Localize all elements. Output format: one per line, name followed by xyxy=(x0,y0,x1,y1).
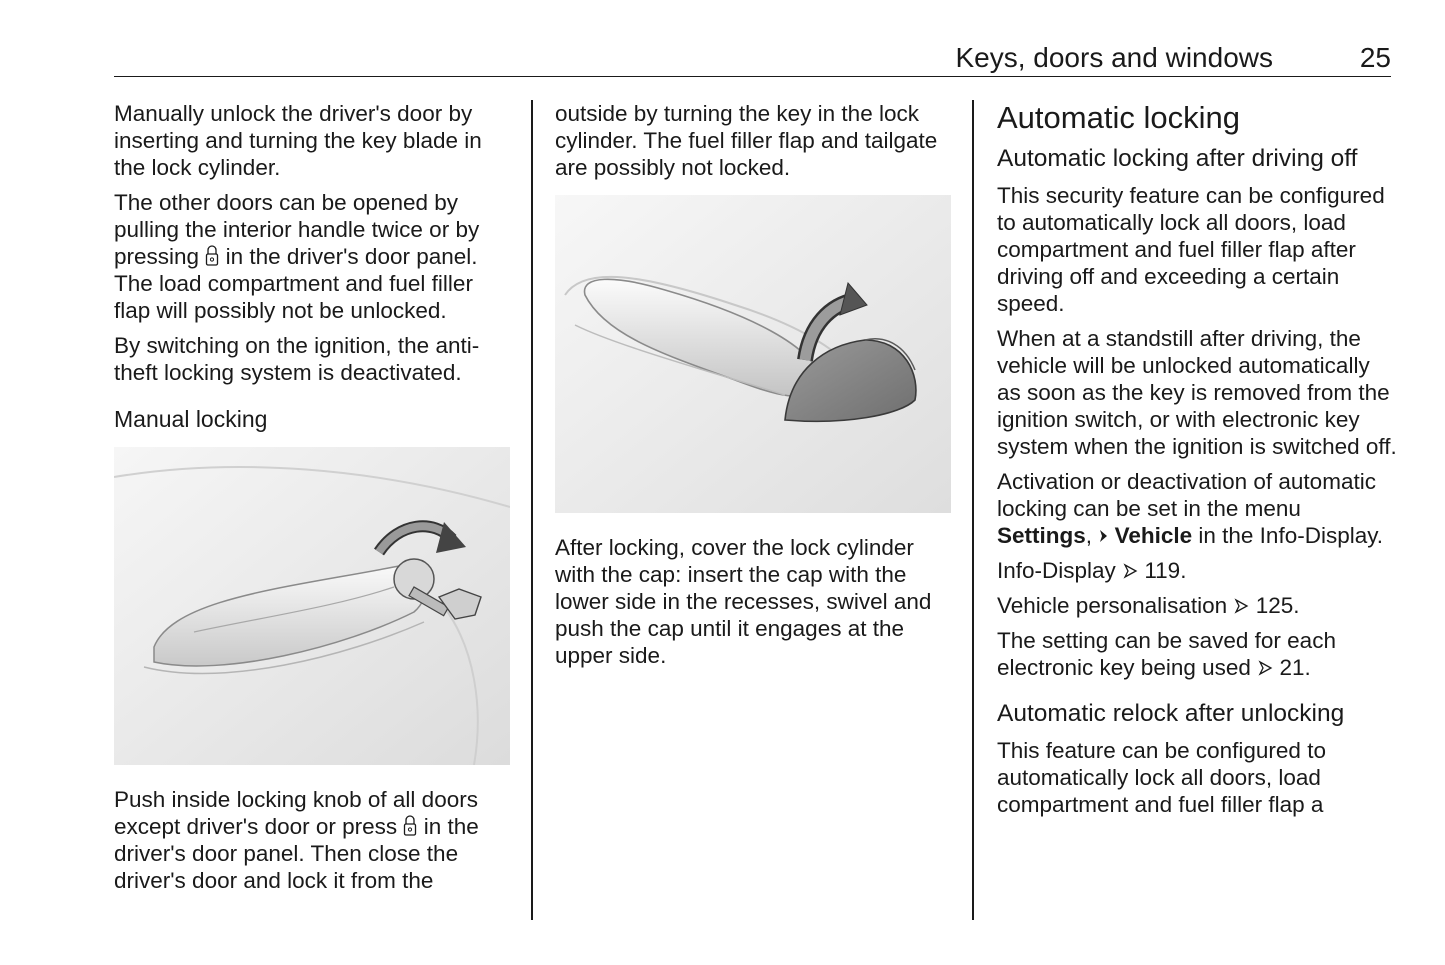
door-handle-cap-illustration xyxy=(555,195,951,513)
menu-settings: Settings xyxy=(997,523,1086,548)
paragraph: This feature can be configured to automatically lock all doors, load compartment and fuel filler flap a xyxy=(997,738,1326,817)
column-2 xyxy=(555,100,955,189)
heading-automatic-locking: Automatic locking xyxy=(997,100,1240,135)
menu-vehicle: Vehicle xyxy=(1114,523,1193,548)
column-2-continued xyxy=(555,534,955,677)
column-divider-2 xyxy=(972,100,974,920)
paragraph: Manually unlock the driver's door by inserting and turning the key blade in the lock cylinder. xyxy=(114,101,482,180)
page-reference-arrow-icon xyxy=(1122,563,1138,579)
text-span: Activation or deactivation of automatic locking can be set in the menu xyxy=(997,469,1376,521)
text-span: in the driver's door panel. Then close the driver's door and lock it from the xyxy=(114,814,479,893)
page-reference-arrow-icon xyxy=(1257,660,1273,676)
column-divider-1 xyxy=(531,100,533,920)
reference-info-display[interactable] xyxy=(997,557,1397,584)
central-lock-icon xyxy=(205,245,219,267)
paragraph: This security feature can be configured to automatically lock all doors, load compartment and fuel filler flap after driving off and exceeding a certain speed. xyxy=(997,183,1385,316)
paragraph: By switching on the ignition, the anti-theft locking system is deactivated. xyxy=(114,333,480,385)
subheading-manual-locking: Manual locking xyxy=(114,406,268,432)
central-lock-icon xyxy=(403,815,417,837)
text-span: in the Info-Display. xyxy=(1198,523,1384,548)
page-number: 25 xyxy=(1359,42,1391,73)
page-ref: 125. xyxy=(1255,593,1300,618)
column-3 xyxy=(997,100,1397,826)
column-1-continued xyxy=(114,786,514,902)
paragraph: When at a standstill after driving, the vehicle will be unlocked automatically as soon as the key is removed from the ignition switch, or with electronic key system when the ignition is switched off. xyxy=(997,326,1397,459)
page-reference-arrow-icon xyxy=(1233,598,1249,614)
subheading-locking-after-driving: Automatic locking after driving off xyxy=(997,145,1358,172)
reference-vehicle-personalisation[interactable] xyxy=(997,592,1397,619)
text-span: Vehicle personalisation xyxy=(997,593,1228,618)
page-header xyxy=(114,40,1391,77)
text-span: Info-Display xyxy=(997,558,1116,583)
paragraph xyxy=(114,189,514,324)
paragraph xyxy=(997,468,1397,549)
door-handle-key-illustration xyxy=(114,447,510,765)
page-ref[interactable]: 21. xyxy=(1279,655,1311,680)
column-1 xyxy=(114,100,514,441)
text-span: The other doors can be opened by pulling the interior handle twice or by pressing xyxy=(114,190,480,269)
chapter-title: Keys, doors and windows xyxy=(955,42,1273,73)
paragraph: outside by turning the key in the lock cylinder. The fuel filler flap and tailgate are possibly not locked. xyxy=(555,101,938,180)
page-ref: 119. xyxy=(1144,558,1187,583)
subheading-relock-after-unlocking: Automatic relock after unlocking xyxy=(997,700,1345,727)
text-span: , xyxy=(1085,523,1093,548)
text-span: The setting can be saved for each electronic key being used xyxy=(997,628,1336,680)
paragraph xyxy=(114,786,514,894)
paragraph xyxy=(997,627,1397,681)
paragraph: After locking, cover the lock cylinder with the cap: insert the cap with the lower side in the recesses, swivel and push the cap until it engages at the upper side. xyxy=(555,535,932,668)
menu-arrow-icon xyxy=(1098,528,1108,544)
text-span: in the driver's door panel. The load compartment and fuel filler flap will possibly not be unlocked. xyxy=(114,244,478,323)
text-span: Push inside locking knob of all doors except driver's door or press xyxy=(114,787,478,839)
